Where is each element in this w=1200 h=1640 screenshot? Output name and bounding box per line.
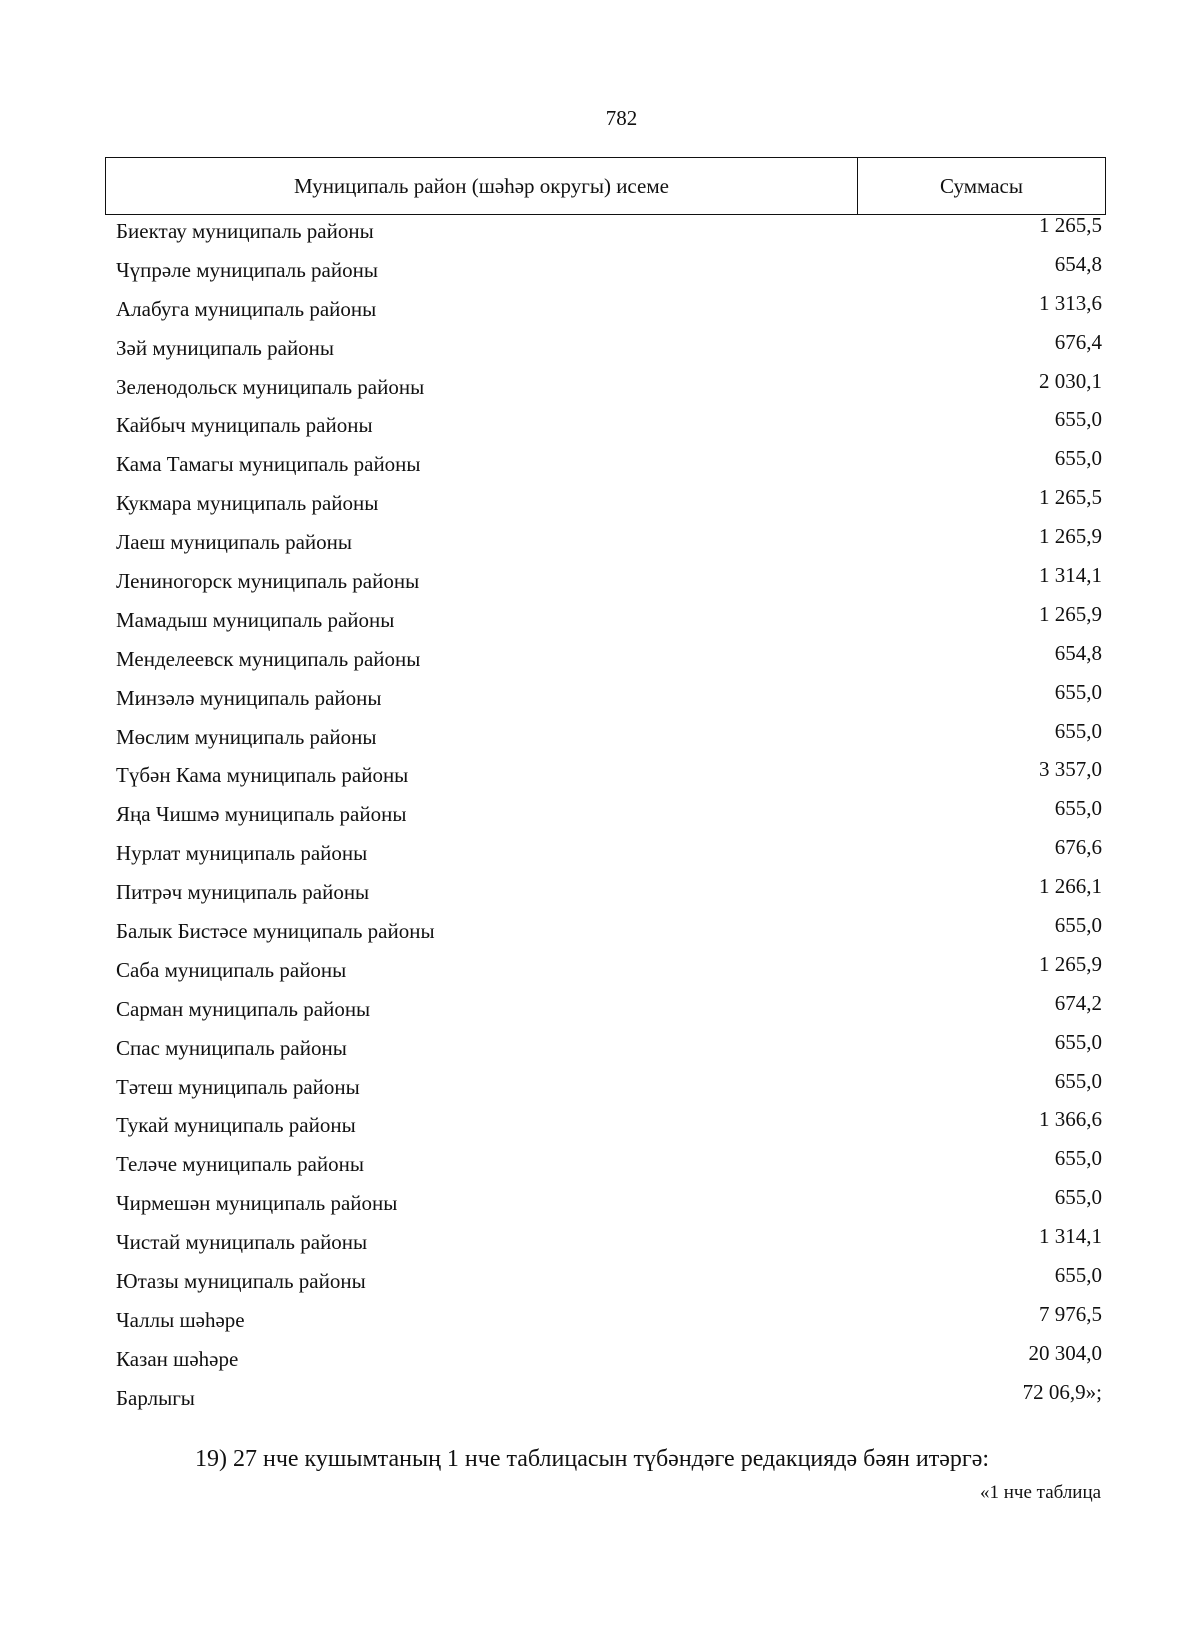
column-header-name: Муниципаль район (шәһәр округы) исеме	[106, 158, 858, 214]
table-row	[116, 951, 1102, 993]
district-amount: 655,0	[1054, 446, 1102, 471]
district-name: Зеленодольск муниципаль районы	[116, 374, 425, 399]
district-amount: 72 06,9»;	[1022, 1379, 1102, 1404]
district-name: Чаллы шәһәре	[116, 1307, 245, 1332]
district-amount: 1 266,1	[1039, 874, 1102, 899]
table-row	[116, 990, 1102, 1032]
district-amount: 1 265,5	[1039, 213, 1102, 237]
table-row	[116, 679, 1102, 721]
table-row	[116, 251, 1102, 293]
table-row	[116, 1109, 1102, 1148]
district-name: Саба муниципаль районы	[116, 957, 347, 982]
district-name: Кайбыч муниципаль районы	[116, 413, 373, 438]
district-amount: 1 265,5	[1039, 485, 1102, 510]
table-row	[116, 368, 1102, 410]
district-amount: 654,8	[1054, 251, 1102, 276]
table-row	[116, 215, 1102, 254]
district-amount: 655,0	[1054, 407, 1102, 432]
district-amount: 655,0	[1054, 1146, 1102, 1171]
table-row	[116, 1226, 1102, 1265]
district-name: Алабуга муниципаль районы	[116, 296, 377, 321]
table-row	[116, 718, 1102, 760]
district-name: Кама Тамагы муниципаль районы	[116, 452, 421, 477]
page-number: 782	[605, 106, 638, 130]
district-amount: 676,6	[1054, 835, 1102, 860]
district-amount: 1 265,9	[1039, 951, 1102, 976]
table-row	[116, 487, 1102, 526]
table-row	[116, 837, 1102, 876]
district-amount: 655,0	[1054, 1263, 1102, 1288]
district-amount: 2 030,1	[1039, 368, 1102, 393]
table-row	[116, 526, 1102, 565]
district-name: Мамадыш муниципаль районы	[116, 607, 395, 632]
table-row	[116, 876, 1102, 915]
district-name: Балык Бистәсе муниципаль районы	[116, 919, 435, 944]
district-name: Чүпрәле муниципаль районы	[116, 257, 378, 282]
district-amount: 1 313,6	[1039, 290, 1102, 315]
district-amount: 1 265,9	[1039, 601, 1102, 626]
district-amount: 655,0	[1054, 718, 1102, 743]
table-header	[105, 157, 1106, 215]
table-row	[116, 329, 1102, 371]
district-name: Минзәлә муниципаль районы	[116, 685, 382, 710]
table-row	[116, 601, 1102, 643]
table-row	[116, 290, 1102, 332]
district-name: Спас муниципаль районы	[116, 1035, 347, 1060]
district-name: Ютазы муниципаль районы	[116, 1269, 366, 1294]
table-row	[116, 640, 1102, 682]
district-name: Биектау муниципаль районы	[116, 219, 374, 243]
table-row	[116, 1029, 1102, 1071]
instruction-paragraph: 19) 27 нче кушымтаның 1 нче таблицасын түбәндәге редакциядә бәян итәргә:	[195, 1446, 990, 1472]
district-name: Питрәч муниципаль районы	[116, 880, 370, 905]
district-name: Барлыгы	[116, 1385, 195, 1410]
column-header-amount: Суммасы	[940, 173, 1023, 198]
district-amount: 1 265,9	[1039, 524, 1102, 549]
district-amount: 655,0	[1054, 913, 1102, 938]
district-amount: 655,0	[1054, 1185, 1102, 1210]
district-name: Тукай муниципаль районы	[116, 1113, 356, 1138]
district-amount: 674,2	[1054, 990, 1102, 1015]
table-row	[116, 915, 1102, 954]
district-amount: 654,8	[1054, 640, 1102, 665]
district-name: Лениногорск муниципаль районы	[116, 569, 420, 594]
district-name: Мөслим муниципаль районы	[116, 724, 377, 749]
next-table-caption: «1 нче таблица	[980, 1482, 1102, 1503]
district-amount: 655,0	[1054, 679, 1102, 704]
district-amount: 655,0	[1054, 1029, 1102, 1054]
district-name: Казан шәһәре	[116, 1346, 239, 1371]
district-amount: 676,4	[1054, 329, 1102, 354]
table-row	[116, 1187, 1102, 1226]
district-amount: 1 366,6	[1039, 1107, 1102, 1132]
table-row	[116, 409, 1102, 448]
table-row	[116, 1301, 1102, 1343]
district-name: Менделеевск муниципаль районы	[116, 646, 421, 671]
table-row	[116, 1340, 1102, 1382]
district-name: Чирмешән муниципаль районы	[116, 1191, 398, 1216]
table-row	[116, 1265, 1102, 1304]
district-name: Теләче муниципаль районы	[116, 1152, 364, 1177]
district-name: Сарман муниципаль районы	[116, 996, 371, 1021]
table-row	[116, 448, 1102, 487]
district-name: Яңа Чишмә муниципаль районы	[116, 802, 407, 827]
table-row	[116, 565, 1102, 604]
district-name: Чистай муниципаль районы	[116, 1230, 368, 1255]
table-row	[116, 1379, 1102, 1421]
district-name: Нурлат муниципаль районы	[116, 841, 368, 866]
district-amount: 3 357,0	[1039, 757, 1102, 782]
table-row	[116, 759, 1102, 798]
district-name: Түбән Кама муниципаль районы	[116, 763, 409, 788]
table-row	[116, 798, 1102, 837]
table-body	[116, 215, 1102, 1421]
district-name: Лаеш муниципаль районы	[116, 530, 353, 555]
table-row	[116, 1068, 1102, 1110]
district-name: Зәй муниципаль районы	[116, 335, 335, 360]
district-name: Тәтеш муниципаль районы	[116, 1074, 360, 1099]
district-amount: 1 314,1	[1039, 563, 1102, 588]
table-row	[116, 1148, 1102, 1187]
district-amount: 1 314,1	[1039, 1224, 1102, 1249]
district-amount: 655,0	[1054, 1068, 1102, 1093]
district-name: Кукмара муниципаль районы	[116, 491, 379, 516]
district-amount: 7 976,5	[1039, 1301, 1102, 1326]
district-amount: 655,0	[1054, 796, 1102, 821]
district-amount: 20 304,0	[1028, 1340, 1102, 1365]
